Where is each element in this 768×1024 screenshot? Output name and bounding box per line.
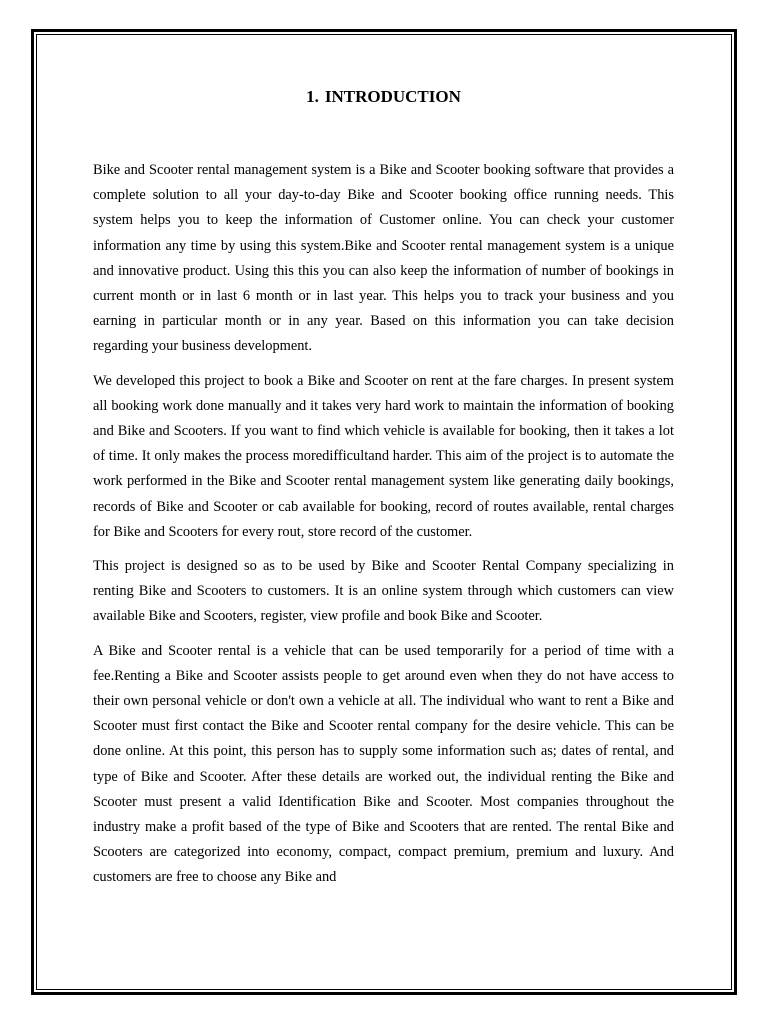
section-title: INTRODUCTION — [324, 87, 461, 106]
paragraph-2: We developed this project to book a Bike and Scooter on rent at the fare charges. In present system all booking work done manually and it takes very hard work to maintain the information of booking and Bike and Scooters. If you want to find which vehicle is available for booking, then it takes a lot of time. It only makes the process moredifficultand harder. This aim of the project is to automate the work performed in the Bike and Scooter rental management system like generating daily bookings, records of Bike and Scooter or cab available for booking, record of routes available, rental charges for Bike and Scooters for every rout, store record of the customer. — [93, 372, 674, 540]
paragraph-1: Bike and Scooter rental management system is a Bike and Scooter booking software that provides a complete solution to all your day-to-day Bike and Scooter booking office running needs. This system helps you to keep the information of Customer online. You can check your customer information any time by using this system.Bike and Scooter rental management system is a unique and innovative product. Using this this you can also keep the information of number of bookings in current month or in last 6 month or in last year. This helps you to track your business and you earning in particular month or in any year. Based on this information you can take decision regarding your business development. — [93, 162, 674, 355]
body-text — [93, 158, 674, 891]
paragraph-4: A Bike and Scooter rental is a vehicle that can be used temporarily for a period of time with a fee.Renting a Bike and Scooter assists people to get around even when they do not have access to their own personal vehicle or don't own a vehicle at all. The individual who want to rent a Bike and Scooter must first contact the Bike and Scooter rental company for the desire vehicle. This can be done online. At this point, this person has to supply some information such as; dates of rental, and type of Bike and Scooter. After these details are worked out, the individual renting the Bike and Scooter must present a valid Identification Bike and Scooter. Most companies throughout the industry make a profit based of the type of Bike and Scooters that are rented. The rental Bike and Scooters are categorized into economy, compact, compact premium, premium and luxury. And customers are free to choose any Bike and — [93, 642, 674, 886]
section-number: 1. — [306, 87, 319, 106]
paragraph-3: This project is designed so as to be used by Bike and Scooter Rental Company specializing in renting Bike and Scooters to customers. It is an online system through which customers can view available Bike and Scooters, register, view profile and book Bike and Scooter. — [93, 558, 674, 625]
section-heading — [93, 86, 674, 108]
page-content — [93, 86, 674, 900]
